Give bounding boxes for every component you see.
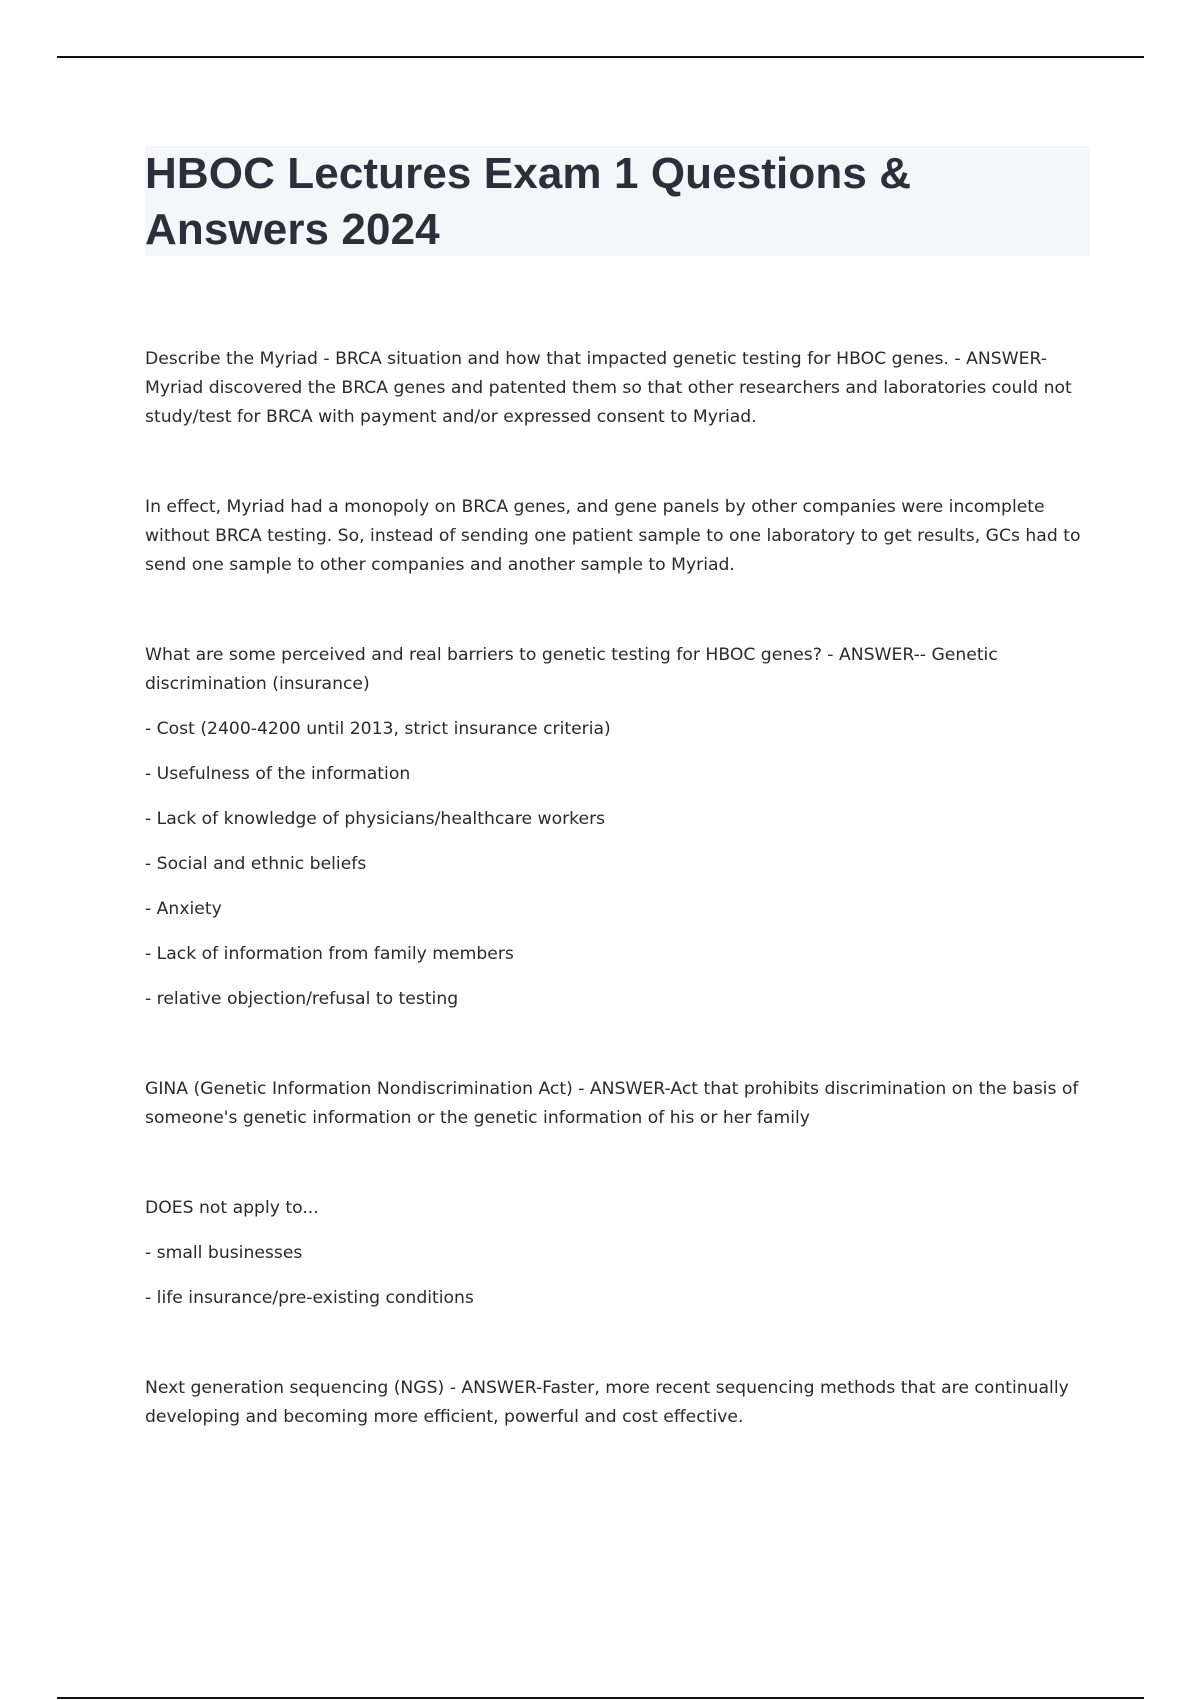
- top-divider: [57, 56, 1144, 58]
- qa-gina-question: GINA (Genetic Information Nondiscrimination Act) - ANSWER-Act that prohibits discrimination on the basis of someone's genetic information or the genetic information of his or her family: [145, 1079, 1079, 1128]
- bottom-divider: [57, 1697, 1144, 1699]
- title-block: [145, 146, 1090, 256]
- qa-myriad-paragraph-1: Describe the Myriad - BRCA situation and how that impacted genetic testing for HBOC genes. - ANSWER-Myriad discovered the BRCA genes and patented them so that other researchers and laboratories could not study/test for BRCA with payment and/or expressed consent to Myriad.: [145, 349, 1072, 427]
- list-item: - Anxiety: [145, 899, 222, 919]
- document-title: [145, 146, 1090, 258]
- list-item: - Usefulness of the information: [145, 764, 411, 784]
- qa-gina-subheading: DOES not apply to...: [145, 1198, 319, 1218]
- list-item: - Lack of knowledge of physicians/healthcare workers: [145, 809, 606, 829]
- qa-ngs-question: Next generation sequencing (NGS) - ANSWER-Faster, more recent sequencing methods that are continually developing and becoming more efficient, powerful and cost effective.: [145, 1378, 1069, 1427]
- title-line-2: Answers 2024: [145, 205, 440, 254]
- qa-barriers-question: What are some perceived and real barriers to genetic testing for HBOC genes? - ANSWER-- Genetic discrimination (insurance): [145, 645, 998, 694]
- document-body: [145, 345, 1090, 1432]
- list-item: - Social and ethnic beliefs: [145, 854, 367, 874]
- qa-myriad-paragraph-2: In effect, Myriad had a monopoly on BRCA genes, and gene panels by other companies were incomplete without BRCA testing. So, instead of sending one patient sample to one laboratory to get results, GCs had to send one sample to other companies and another sample to Myriad.: [145, 497, 1081, 575]
- list-item: - small businesses: [145, 1243, 303, 1263]
- list-item: - Lack of information from family members: [145, 944, 514, 964]
- list-item: - relative objection/refusal to testing: [145, 989, 459, 1009]
- list-item: - life insurance/pre-existing conditions: [145, 1288, 474, 1308]
- list-item: - Cost (2400-4200 until 2013, strict insurance criteria): [145, 719, 611, 739]
- title-line-1: HBOC Lectures Exam 1 Questions &: [145, 149, 912, 198]
